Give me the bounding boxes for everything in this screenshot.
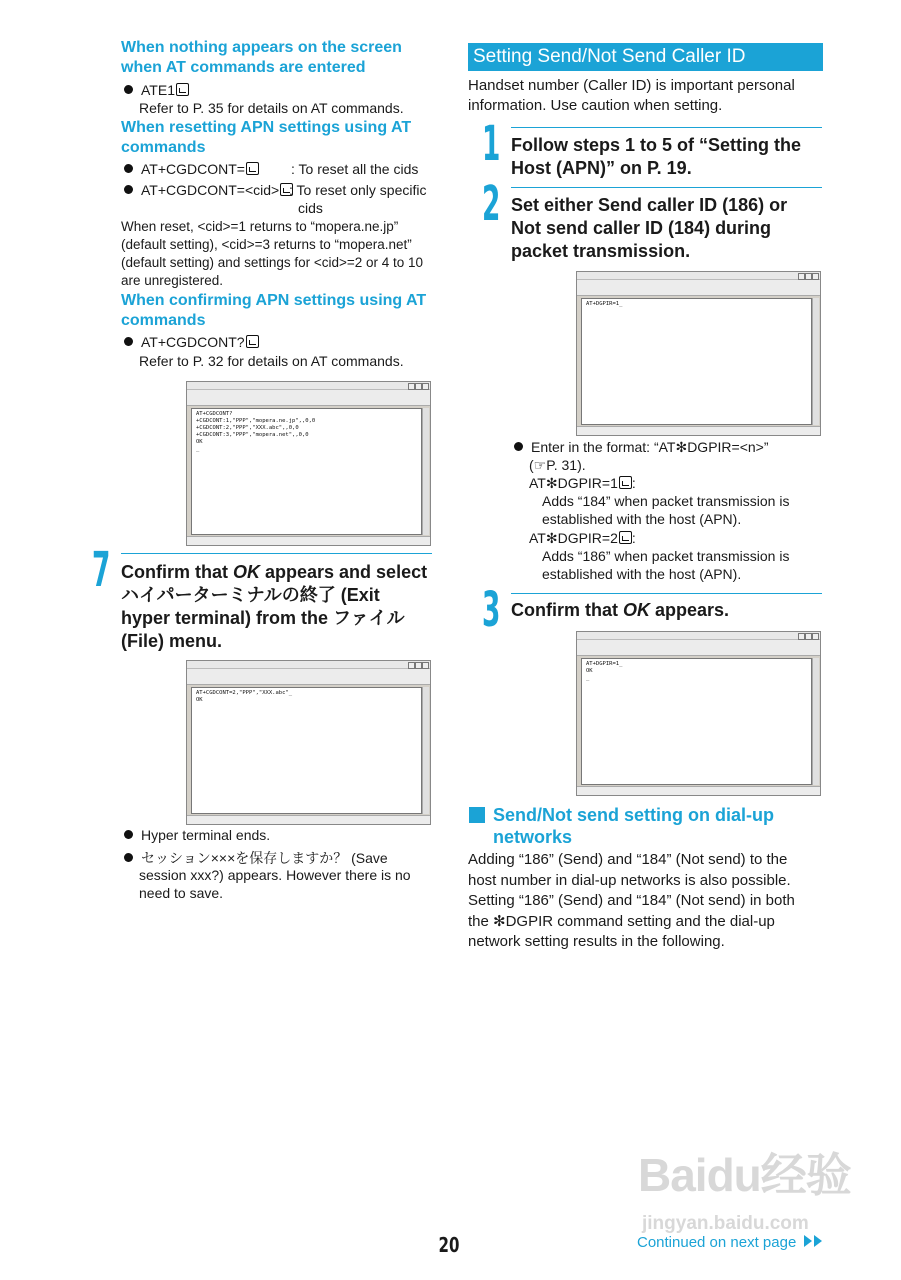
bullet-dot-icon [124,185,133,194]
window-menubar [577,280,820,287]
window-toolbar [187,397,430,406]
window-statusbar [187,536,430,545]
heading-reset-apn: When resetting APN settings using AT commands [121,119,412,156]
dgpir1-description: Adds “184” when packet transmission is established with the host (APN). [542,493,790,527]
step7-text: Confirm that OK appears and select ハイパーターミナルの終了 (Exit hyper terminal) from the ファイル (File) menu. [121,562,428,651]
scrollbar [422,687,429,814]
bullet-dot-icon [124,853,133,862]
bullet-dot-icon [124,830,133,839]
window-toolbar [577,287,820,296]
subhead-square-icon [469,807,485,823]
intro-text: Handset number (Caller ID) is important personal information. Use caution when setting. [468,77,795,114]
enter-key-icon [246,162,259,175]
bullet-dot-icon [124,337,133,346]
terminal-screen: AT+DGPIR=1_ OK _ [581,658,812,785]
bullet-reset-specific: AT+CGDCONT=<cid> [124,181,293,199]
window-menubar [187,669,430,676]
step3-rule [511,593,822,594]
reset-specific-description-cont: cids [298,200,323,216]
heading-nothing-appears: When nothing appears on the screen when AT commands are entered [121,39,402,76]
enter-key-icon [176,83,189,96]
window-titlebar [187,661,430,669]
watermark-url: jingyan.baidu.com [642,1213,809,1234]
enter-key-icon [619,531,632,544]
confirm-reference: Refer to P. 32 for details on AT commands. [139,353,404,369]
enter-key-icon [619,476,632,489]
window-menubar [577,640,820,647]
terminal-screenshot-cgdcont-set [186,660,431,825]
step7-rule [121,553,432,554]
save-session-cont: session xxx?) appears. However there is no need to save. [139,867,411,901]
dgpir2-description: Adds “186” when packet transmission is established with the host (APN). [542,548,790,582]
page-number: 20 [438,1233,460,1257]
step2-text: Set either Send caller ID (186) or Not send caller ID (184) during packet transmission. [511,195,788,261]
window-titlebar [187,382,430,390]
heading-confirm-apn: When confirming APN settings using AT commands [121,292,427,329]
reset-all-description: : To reset all the cids [291,161,419,177]
window-toolbar [577,647,820,656]
step1-rule [511,127,822,128]
bullet-format: Enter in the format: “AT✻DGPIR=<n>” [514,438,769,456]
bullet-dot-icon [124,85,133,94]
window-statusbar [577,786,820,795]
double-arrow-icon [804,1234,824,1251]
window-titlebar [577,272,820,280]
step1-number: 1 [482,116,501,172]
step3-text: Confirm that OK appears. [511,600,730,620]
bullet-confirm: AT+CGDCONT? [124,333,259,351]
bullet-dot-icon [514,442,523,451]
step3-number: 3 [482,582,501,638]
section-title-caller-id: Setting Send/Not Send Caller ID [468,43,823,71]
watermark-logo: Baidu经验 [638,1149,851,1201]
bullet-save-session: セッション×××を保存しますか？ (Save [124,849,388,867]
window-menubar [187,390,430,397]
bullet-dot-icon [124,164,133,173]
step1-text: Follow steps 1 to 5 of “Setting the Host (APN)” on P. 19. [511,135,802,178]
subheading-dialup: Send/Not send setting on dial-up networks [493,805,774,847]
dgpir1-command: AT✻DGPIR=1 : [529,475,636,491]
terminal-screenshot-dgpir-ok [576,631,821,796]
terminal-screenshot-cgdcont-query [186,381,431,546]
window-titlebar [577,632,820,640]
bullet-hyper-ends: Hyper terminal ends. [124,826,270,844]
scrollbar [812,298,819,425]
scrollbar [812,658,819,785]
reset-specific-description: : To reset only specific [289,182,427,198]
terminal-screen: AT+CGDCONT=2,"PPP","XXX.abc"_ OK [191,687,422,814]
window-toolbar [187,676,430,685]
window-statusbar [187,815,430,824]
enter-key-icon [246,335,259,348]
dialup-text: Adding “186” (Send) and “184” (Not send) to the host number in dial-up networks is also possible. Setting “186” (Send) and “184” (Not send) in both the ✻DGPIR command setting and the dial-up network setting results in the following. [468,851,795,950]
terminal-screenshot-dgpir-set [576,271,821,436]
bullet-ate1: ATE1 [124,81,189,99]
step7-number: 7 [92,542,111,598]
continued-next-page: Continued on next page [637,1234,824,1251]
reset-note: When reset, <cid>=1 returns to “mopera.ne.jp” (default setting), <cid>=3 returns to “mopera.net” (default setting) and settings for <cid>=2 or 4 to 10 are unregistered. [121,219,424,288]
bullet-reset-all: AT+CGDCONT= [124,160,259,178]
window-statusbar [577,426,820,435]
scrollbar [422,408,429,535]
step2-rule [511,187,822,188]
ate1-reference: Refer to P. 35 for details on AT commands. [139,100,404,116]
step2-number: 2 [482,176,501,232]
terminal-screen: AT+CGDCONT? +CGDCONT:1,"PPP","mopera.ne.jp",,0,0 +CGDCONT:2,"PPP","XXX.abc",,0,0 +CGDCONT:3,"PPP","mopera.net",,0,0 OK _ [191,408,422,535]
dgpir2-command: AT✻DGPIR=2 : [529,530,636,546]
format-reference: (☞P. 31). [529,457,586,473]
terminal-screen: AT+DGPIR=1_ [581,298,812,425]
